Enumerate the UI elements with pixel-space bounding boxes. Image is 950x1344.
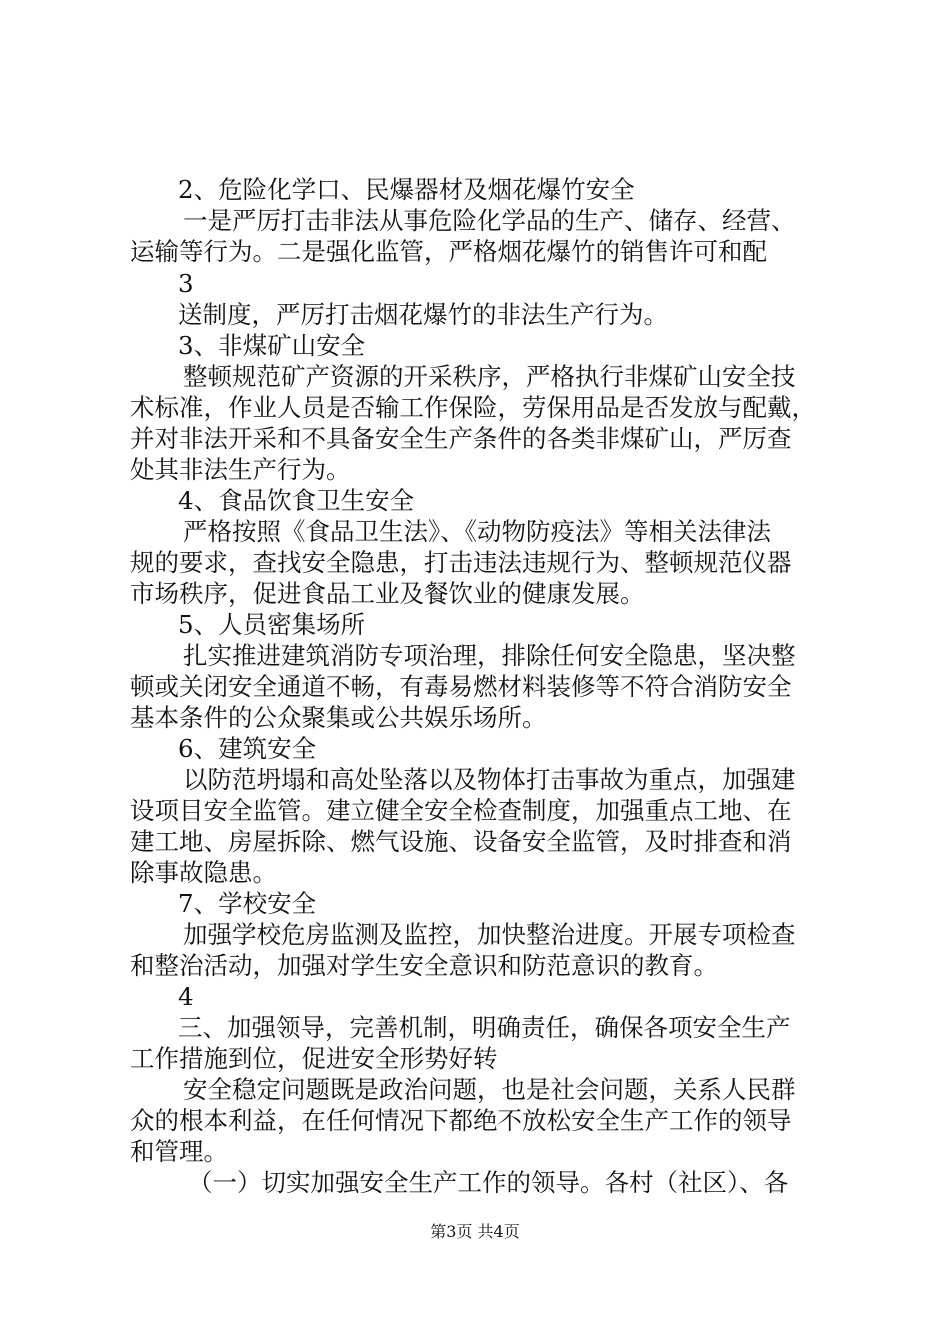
- heading-non-coal-mine: 3、非煤矿山安全: [178, 331, 366, 360]
- paragraph-line: 顿或关闭安全通道不畅，有毒易燃材料装修等不符合消防安全: [130, 672, 792, 701]
- paragraph-line: 建工地、房屋拆除、燃气设施、设备安全监管，及时排查和消: [130, 827, 792, 856]
- paragraph-line: 运输等行为。二是强化监管，严格烟花爆竹的销售许可和配: [130, 237, 767, 266]
- heading-hazardous-chemicals: 2、危险化学口、民爆器材及烟花爆竹安全: [178, 175, 635, 204]
- heading-school-safety: 7、学校安全: [178, 889, 317, 918]
- heading-section-three: 三、加强领导，完善机制，明确责任，确保各项安全生产: [178, 1013, 791, 1042]
- paragraph-line: 整顿规范矿产资源的开采秩序，严格执行非煤矿山安全技: [183, 362, 796, 391]
- paragraph-line: 严格按照《食品卫生法》、《动物防疫法》等相关法律法: [183, 517, 771, 546]
- paragraph-line: 基本条件的公众聚集或公共娱乐场所。: [130, 703, 547, 732]
- paragraph-line: 和管理。: [130, 1137, 228, 1166]
- paragraph-line: 送制度，严厉打击烟花爆竹的非法生产行为。: [178, 300, 668, 329]
- heading-crowded-places: 5、人员密集场所: [178, 610, 366, 639]
- page-marker: 4: [178, 982, 194, 1011]
- page-footer: 第3页 共4页: [430, 1222, 520, 1241]
- paragraph-line: 并对非法开采和不具备安全生产条件的各类非煤矿山，严厉查: [130, 424, 792, 453]
- heading-food-safety: 4、食品饮食卫生安全: [178, 486, 415, 515]
- paragraph-line: 加强学校危房监测及监控，加快整治进度。开展专项检查: [183, 920, 796, 949]
- paragraph-line: 术标准，作业人员是否输工作保险，劳保用品是否发放与配戴，: [130, 393, 816, 422]
- paragraph-line: 处其非法生产行为。: [130, 455, 351, 484]
- paragraph-line: 众的根本利益，在任何情况下都绝不放松安全生产工作的领导: [130, 1106, 792, 1135]
- heading-section-three-cont: 工作措施到位，促进安全形势好转: [130, 1044, 498, 1073]
- paragraph-line: 安全稳定问题既是政治问题，也是社会问题，关系人民群: [183, 1075, 796, 1104]
- paragraph-line: （一）切实加强安全生产工作的领导。各村（社区）、各: [188, 1168, 789, 1197]
- paragraph-line: 和整治活动，加强对学生安全意识和防范意识的教育。: [130, 951, 718, 980]
- paragraph-line: 以防范坍塌和高处坠落以及物体打击事故为重点，加强建: [183, 765, 796, 794]
- paragraph-line: 市场秩序，促进食品工业及餐饮业的健康发展。: [130, 579, 645, 608]
- heading-construction-safety: 6、建筑安全: [178, 734, 317, 763]
- paragraph-line: 除事故隐患。: [130, 858, 277, 887]
- paragraph-line: 规的要求，查找安全隐患，打击违法违规行为、整顿规范仪器: [130, 548, 792, 577]
- page-marker: 3: [178, 269, 194, 298]
- paragraph-line: 扎实推进建筑消防专项治理，排除任何安全隐患，坚决整: [183, 641, 796, 670]
- paragraph-line: 一是严厉打击非法从事危险化学品的生产、储存、经营、: [183, 206, 796, 235]
- paragraph-line: 设项目安全监管。建立健全安全检查制度，加强重点工地、在: [130, 796, 792, 825]
